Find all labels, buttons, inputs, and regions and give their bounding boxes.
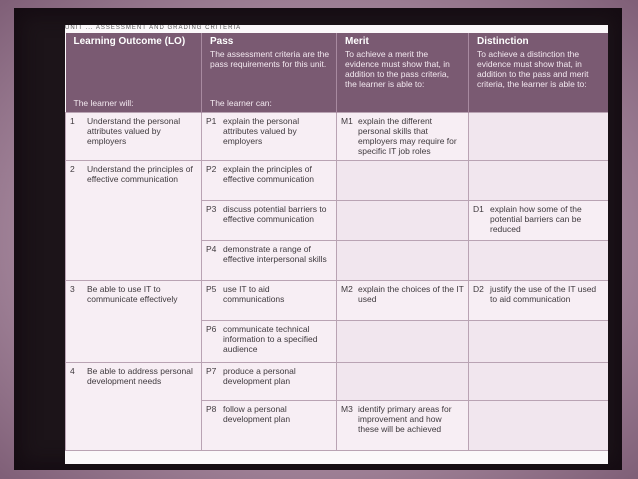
table-row (66, 113, 609, 161)
criterion-text: explain the principles of effective communication (223, 164, 315, 184)
merit-cell (337, 401, 469, 451)
grading-criteria-table (65, 33, 608, 451)
criterion-text: explain the choices of the IT used (358, 284, 464, 304)
table-row (66, 281, 609, 321)
merit-cell (337, 321, 469, 363)
header-pass (202, 33, 337, 113)
criterion-text: demonstrate a range of effective interpersonal skills (223, 244, 327, 264)
criterion-text: explain the personal attributes valued by employers (223, 116, 300, 146)
criterion-code: D2 (473, 284, 484, 294)
merit-cell (337, 201, 469, 241)
criterion-code: P2 (206, 164, 217, 174)
merit-cell (337, 161, 469, 201)
lo-text: Be able to address personal development needs (87, 366, 193, 386)
table-header-row (66, 33, 609, 113)
header-learning-outcome (66, 33, 202, 113)
criterion-text: discuss potential barriers to effective communication (223, 204, 327, 224)
document-page (65, 25, 608, 464)
table-row (66, 363, 609, 401)
lo-cell (66, 113, 202, 161)
header-merit-desc: To achieve a merit the evidence must show that, in addition to the pass criteria, the learner is able to: (345, 49, 450, 89)
header-lo-title: Learning Outcome (LO) (73, 36, 186, 47)
distinction-cell (469, 161, 609, 201)
lo-number: 3 (70, 284, 75, 294)
distinction-cell (469, 113, 609, 161)
header-pass-title: Pass (210, 36, 234, 47)
header-distinction (469, 33, 609, 113)
criterion-text: justify the use of the IT used to aid communication (490, 284, 597, 304)
distinction-cell (469, 401, 609, 451)
header-merit (337, 33, 469, 113)
pass-cell (202, 281, 337, 321)
criterion-code: P4 (206, 244, 217, 254)
header-lo-foot: The learner will: (73, 98, 134, 108)
lo-cell (66, 363, 202, 451)
lo-text: Be able to use IT to communicate effectively (87, 284, 178, 304)
criterion-text: identify primary areas for improvement and how these will be achieved (358, 404, 452, 434)
pass-cell (202, 201, 337, 241)
distinction-cell (469, 201, 609, 241)
pass-cell (202, 113, 337, 161)
criterion-code: M3 (341, 404, 353, 414)
lo-text: Understand the personal attributes valued by employers (87, 116, 181, 146)
distinction-cell (469, 241, 609, 281)
lo-cell (66, 161, 202, 281)
lo-cell (66, 281, 202, 363)
pass-cell (202, 161, 337, 201)
merit-cell (337, 281, 469, 321)
criterion-code: P7 (206, 366, 217, 376)
criterion-code: P5 (206, 284, 217, 294)
distinction-cell (469, 321, 609, 363)
criterion-code: P8 (206, 404, 217, 414)
lo-text: Understand the principles of effective communication (87, 164, 193, 184)
pass-cell (202, 363, 337, 401)
pass-cell (202, 401, 337, 451)
merit-cell (337, 241, 469, 281)
criterion-text: explain how some of the potential barriers can be reduced (490, 204, 582, 234)
lo-number: 4 (70, 366, 75, 376)
criterion-text: explain the different personal skills that employers may require for specific IT job roles (358, 116, 457, 156)
merit-cell (337, 113, 469, 161)
pass-cell (202, 321, 337, 363)
criterion-text: follow a personal development plan (223, 404, 291, 424)
criterion-code: P6 (206, 324, 217, 334)
header-pass-foot: The learner can: (210, 98, 272, 108)
merit-cell (337, 363, 469, 401)
table-row (66, 161, 609, 201)
lo-number: 2 (70, 164, 75, 174)
criterion-text: produce a personal development plan (223, 366, 296, 386)
lo-number: 1 (70, 116, 75, 126)
header-distinction-title: Distinction (477, 36, 529, 47)
header-distinction-desc: To achieve a distinction the evidence must show that, in addition to the pass and merit criteria, the learner is able to: (477, 49, 589, 89)
distinction-cell (469, 363, 609, 401)
criterion-code: D1 (473, 204, 484, 214)
criterion-code: P3 (206, 204, 217, 214)
dark-frame (14, 8, 622, 470)
distinction-cell (469, 281, 609, 321)
criterion-code: M2 (341, 284, 353, 294)
pass-cell (202, 241, 337, 281)
header-pass-desc: The assessment criteria are the pass requirements for this unit. (210, 49, 330, 69)
header-merit-title: Merit (345, 36, 369, 47)
criterion-text: communicate technical information to a specified audience (223, 324, 318, 354)
cropped-header-text: UNIT ... ASSESSMENT AND GRADING CRITERIA (65, 25, 242, 31)
criterion-code: M1 (341, 116, 353, 126)
criterion-text: use IT to aid communications (223, 284, 285, 304)
criterion-code: P1 (206, 116, 217, 126)
